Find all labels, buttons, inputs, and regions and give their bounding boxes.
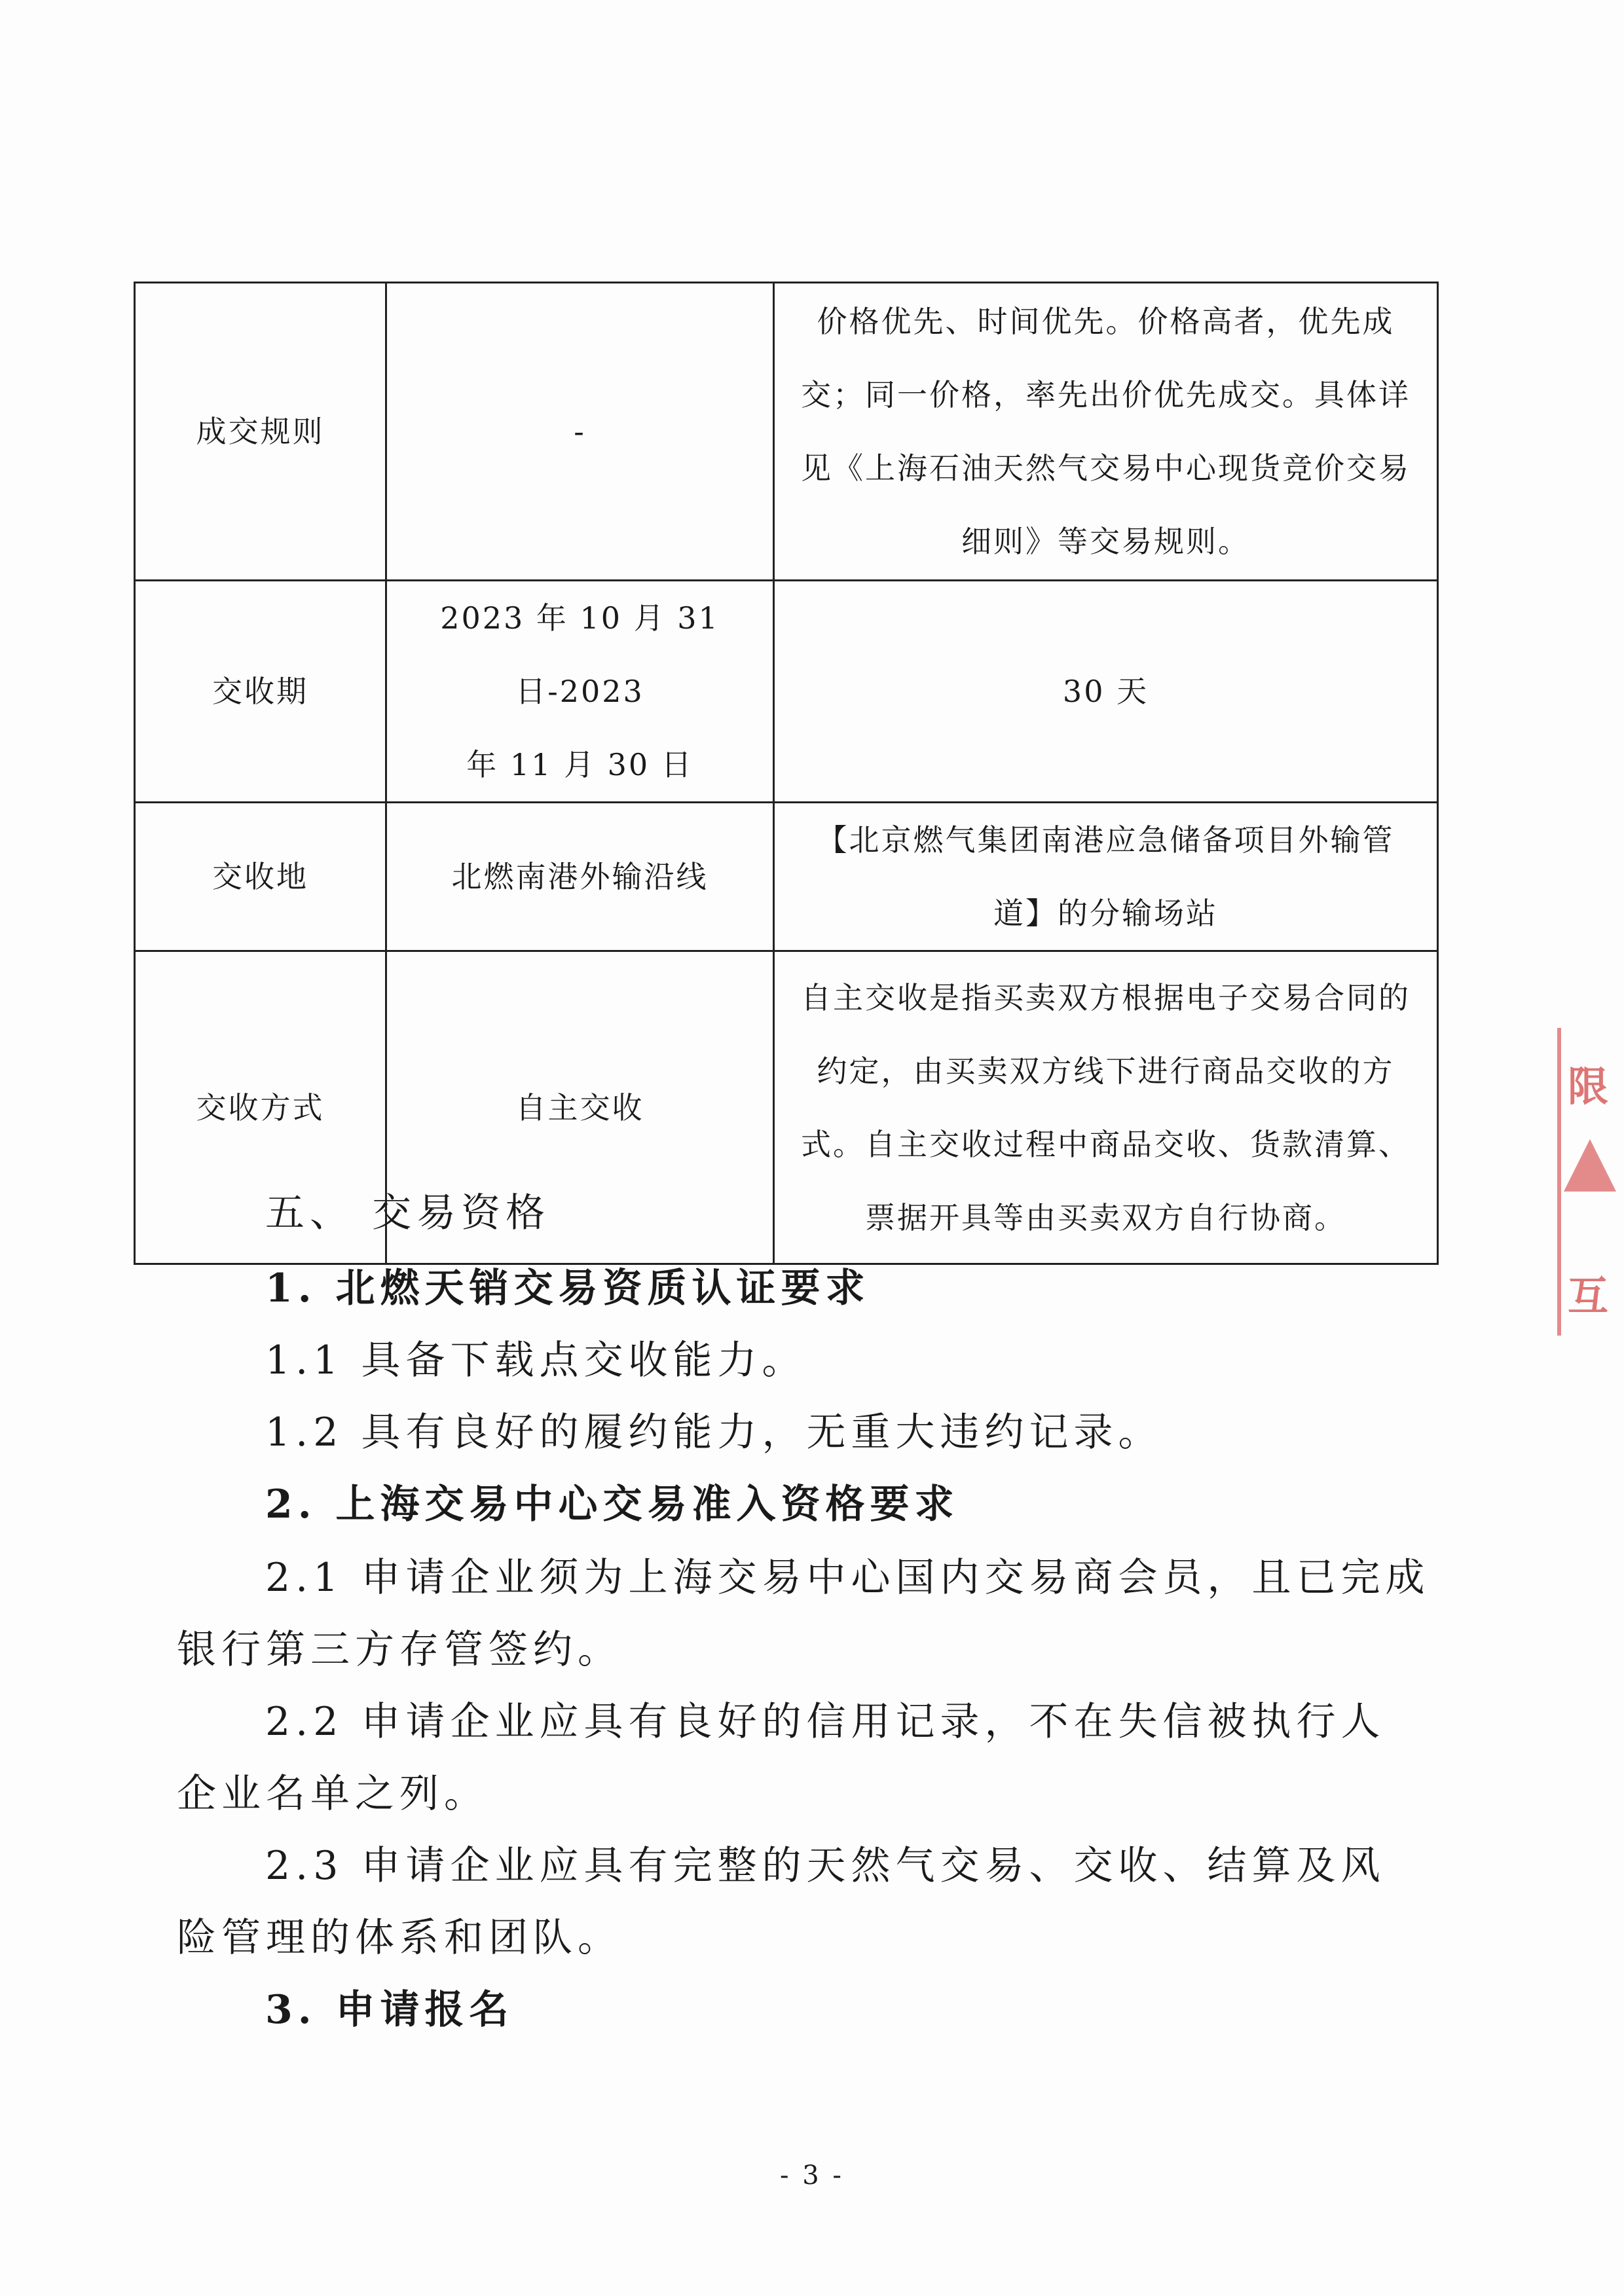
row-value: 自主交收 [386,951,774,1264]
page-number: - 3 - [780,2160,844,2191]
description-line: 自主交收是指买卖双方根据电子交易合同的 [801,979,1411,1015]
description-line: 30 天 [1062,674,1149,709]
row-label: 交收地 [135,803,386,951]
red-seal-stamp [1557,1028,1614,1336]
paragraph-line: 2.2 申请企业应具有良好的信用记录，不在失信被执行人 [265,1699,1386,1745]
paragraph-line: 险管理的体系和团队。 [177,1915,622,1961]
value-line: 年 11 月 30 日 [466,747,693,782]
paragraph-line: 2.3 申请企业应具有完整的天然气交易、交收、结算及风 [265,1843,1386,1889]
section-title: 五、 交易资格 [265,1190,551,1236]
paragraph-line: 1.1 具备下载点交收能力。 [265,1338,807,1383]
row-label: 交收方式 [135,951,386,1264]
paragraph-line: 企业名单之列。 [177,1771,489,1817]
row-description [774,283,1438,581]
subsection-heading: 2. 上海交易中心交易准入资格要求 [265,1482,959,1527]
row-value [386,581,774,803]
description-line: 价格优先、时间优先。价格高者，优先成 [817,304,1395,339]
row-description [774,581,1438,803]
description-line: 交；同一价格，率先出价优先成交。具体详 [801,377,1411,412]
star-icon [1564,1139,1616,1192]
subsection-heading: 1. 北燃天销交易资质认证要求 [265,1266,870,1311]
seal-char: 限 [1568,1063,1609,1110]
row-label: 成交规则 [135,283,386,581]
paragraph-line: 1.2 具有良好的履约能力，无重大违约记录。 [265,1410,1163,1455]
description-line: 见《上海石油天然气交易中心现货竞价交易 [801,450,1411,486]
row-description [774,803,1438,951]
description-line: 道】的分输场站 [993,896,1218,931]
description-line: 票据开具等由买卖双方自行协商。 [865,1199,1346,1235]
table-row [135,283,1438,581]
subsection-heading: 3. 申请报名 [265,1987,514,2033]
description-line: 式。自主交收过程中商品交收、货款清算、 [801,1126,1411,1162]
seal-char: 互 [1568,1272,1609,1320]
row-value: 北燃南港外输沿线 [386,803,774,951]
row-value: - [386,283,774,581]
row-description [774,951,1438,1264]
table-row [135,581,1438,803]
value-line: 2023 年 10 月 31 日-2023 [440,600,720,709]
row-label: 交收期 [135,581,386,803]
description-line: 【北京燃气集团南港应急储备项目外输管 [817,822,1395,858]
trading-info-table [134,282,1439,1265]
paragraph-line: 2.1 申请企业须为上海交易中心国内交易商会员，且已完成 [265,1555,1430,1601]
description-line: 细则》等交易规则。 [961,524,1250,559]
table-row [135,803,1438,951]
description-line: 约定，由买卖双方线下进行商品交收的方 [817,1053,1395,1089]
paragraph-line: 银行第三方存管签约。 [177,1627,622,1673]
